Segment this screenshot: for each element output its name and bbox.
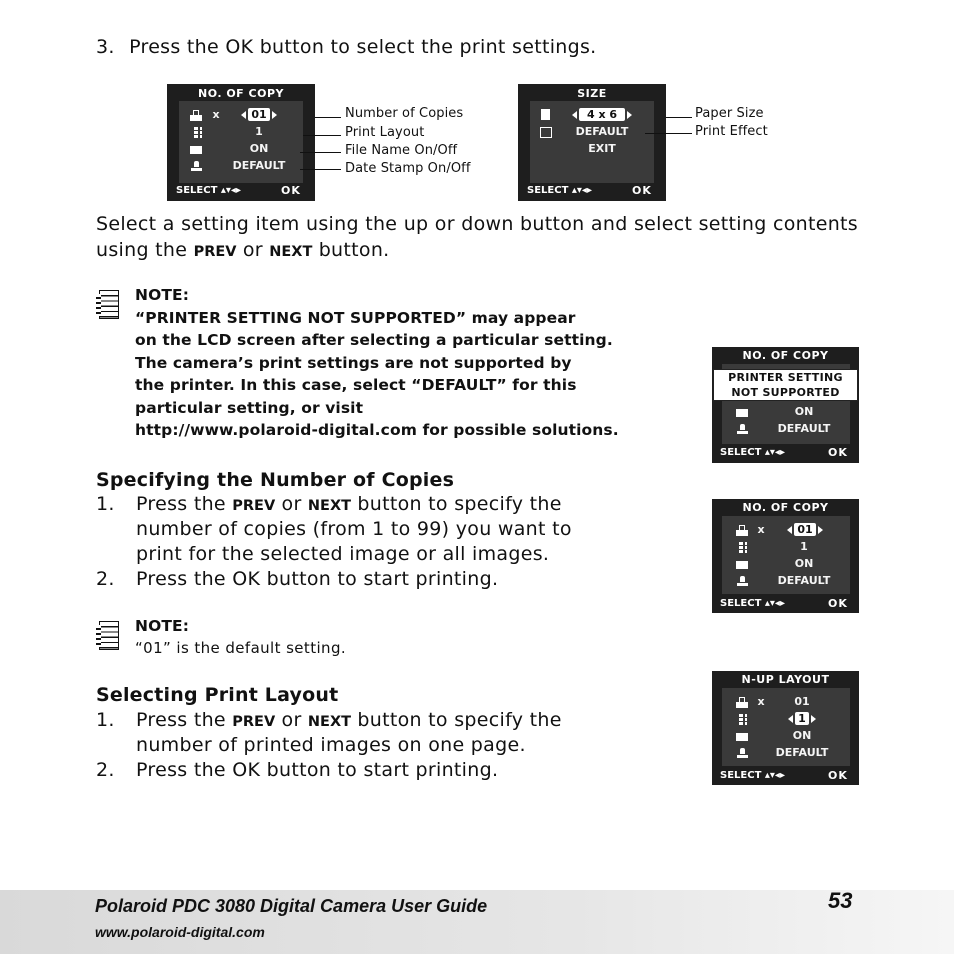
step-text: Press the OK button to select the print settings.	[129, 36, 597, 58]
step-3	[96, 36, 597, 58]
lcd-screen-n-up-layout	[712, 671, 859, 785]
select-hint: SELECT ▴▾◂▸	[720, 447, 785, 458]
lcd-title: NO. OF COPY	[742, 349, 829, 362]
row-layout	[712, 712, 859, 728]
row-print-effect	[518, 125, 666, 141]
callout-print-effect: Print Effect	[695, 124, 768, 139]
prev-button-label: PREV	[193, 244, 237, 260]
row-filename: ON	[712, 729, 859, 745]
row-paper-size	[518, 108, 666, 124]
copies-value: 01	[237, 108, 281, 121]
lcd-screen-not-supported	[712, 347, 859, 463]
note-label: NOTE:	[135, 617, 190, 635]
x-label: x	[212, 108, 220, 121]
printer-icon	[736, 697, 748, 708]
section-heading-layout: Selecting Print Layout	[96, 684, 339, 706]
layout-value: 1	[780, 712, 824, 725]
select-hint: SELECT ▴▾◂▸	[720, 770, 785, 781]
date-stamp-icon	[736, 748, 748, 759]
layout-steps: 1. Press the PREV or NEXT button to specify the number of printed images on one page. 2. Press the OK button to start printing.	[96, 709, 562, 781]
layout-value: 1	[255, 125, 263, 138]
size-value: 4 x 6	[564, 108, 640, 121]
lcd-title: N-UP LAYOUT	[741, 673, 830, 686]
date-value: DEFAULT	[232, 159, 286, 172]
footer-url: www.polaroid-digital.com	[95, 924, 265, 940]
row-date: DEFAULT	[712, 574, 859, 590]
not-supported-popup: PRINTER SETTING NOT SUPPORTED	[713, 369, 858, 401]
effect-value: DEFAULT	[575, 125, 629, 138]
note-default-setting: NOTE: “01” is the default setting.	[135, 617, 347, 657]
row-copies: x 01	[712, 523, 859, 539]
row-date: DEFAULT	[712, 746, 859, 762]
footer-title: Polaroid PDC 3080 Digital Camera User Guide	[95, 896, 488, 916]
select-hint: SELECT ▴▾◂▸	[527, 185, 592, 196]
row-layout	[167, 125, 315, 141]
row-filename	[167, 142, 315, 158]
date-stamp-icon	[736, 424, 748, 435]
row-date: DEFAULT	[712, 422, 859, 438]
copies-steps: 1. Press the PREV or NEXT button to specify the number of copies (from 1 to 99) you want to print for the selected image or all images. 2. Press the OK button to start printing.	[96, 493, 572, 590]
next-button-label: NEXT	[269, 244, 313, 260]
lcd-screen-no-of-copy	[167, 84, 315, 201]
layout-icon	[739, 542, 747, 553]
file-name-icon	[736, 733, 748, 741]
layout-icon	[194, 127, 202, 138]
layout-icon	[739, 714, 747, 725]
copies-value: 01	[782, 523, 828, 536]
note-printer-not-supported: NOTE: “PRINTER SETTING NOT SUPPORTED” may appear on the LCD screen after selecting a particular setting. The camera’s print settings are not supported by the printer. In this case, select “DEFAULT” for this particular setting, or visit http://www.polaroid-digital.com for possible solutions.	[135, 286, 619, 439]
step-number: 3.	[96, 36, 115, 58]
file-name-icon	[736, 409, 748, 417]
row-copies: x 01	[712, 695, 859, 711]
ok-label: OK	[828, 446, 848, 459]
page-number: 53	[828, 888, 853, 913]
callout-print-layout: Print Layout	[345, 125, 425, 140]
note-icon	[99, 621, 119, 650]
select-hint: SELECT ▴▾◂▸	[176, 185, 241, 196]
callout-file-name: File Name On/Off	[345, 143, 458, 158]
date-stamp-icon	[736, 576, 748, 587]
row-filename: ON	[712, 557, 859, 573]
row-date	[167, 159, 315, 175]
printer-icon	[190, 110, 202, 121]
section-heading-copies: Specifying the Number of Copies	[96, 469, 455, 491]
ok-label: OK	[828, 769, 848, 782]
date-stamp-icon	[190, 161, 202, 172]
callout-number-of-copies: Number of Copies	[345, 106, 464, 121]
lcd-screen-no-of-copy-2	[712, 499, 859, 613]
row-layout: 1	[712, 540, 859, 556]
lcd-title: NO. OF COPY	[742, 501, 829, 514]
row-exit	[518, 142, 666, 158]
select-hint: SELECT ▴▾◂▸	[720, 598, 785, 609]
ok-label: OK	[632, 184, 652, 197]
printer-icon	[736, 525, 748, 536]
print-effect-icon	[540, 127, 552, 138]
note-label: NOTE:	[135, 286, 190, 304]
row-filename: ON	[712, 405, 859, 421]
ok-label: OK	[281, 184, 301, 197]
instruction-paragraph: Select a setting item using the up or down button and select setting contents using the PREV or NEXT button.	[96, 213, 858, 261]
ok-label: OK	[828, 597, 848, 610]
note-icon	[99, 290, 119, 319]
lcd-title: NO. OF COPY	[198, 87, 284, 100]
lcd-title: SIZE	[577, 87, 607, 100]
exit-value: EXIT	[588, 142, 616, 155]
callout-paper-size: Paper Size	[695, 106, 764, 121]
file-name-icon	[190, 146, 202, 154]
lcd-screen-size	[518, 84, 666, 201]
filename-value: ON	[249, 142, 269, 155]
callout-date-stamp: Date Stamp On/Off	[345, 161, 471, 176]
paper-size-icon	[541, 109, 550, 120]
file-name-icon	[736, 561, 748, 569]
row-copies	[167, 108, 315, 124]
